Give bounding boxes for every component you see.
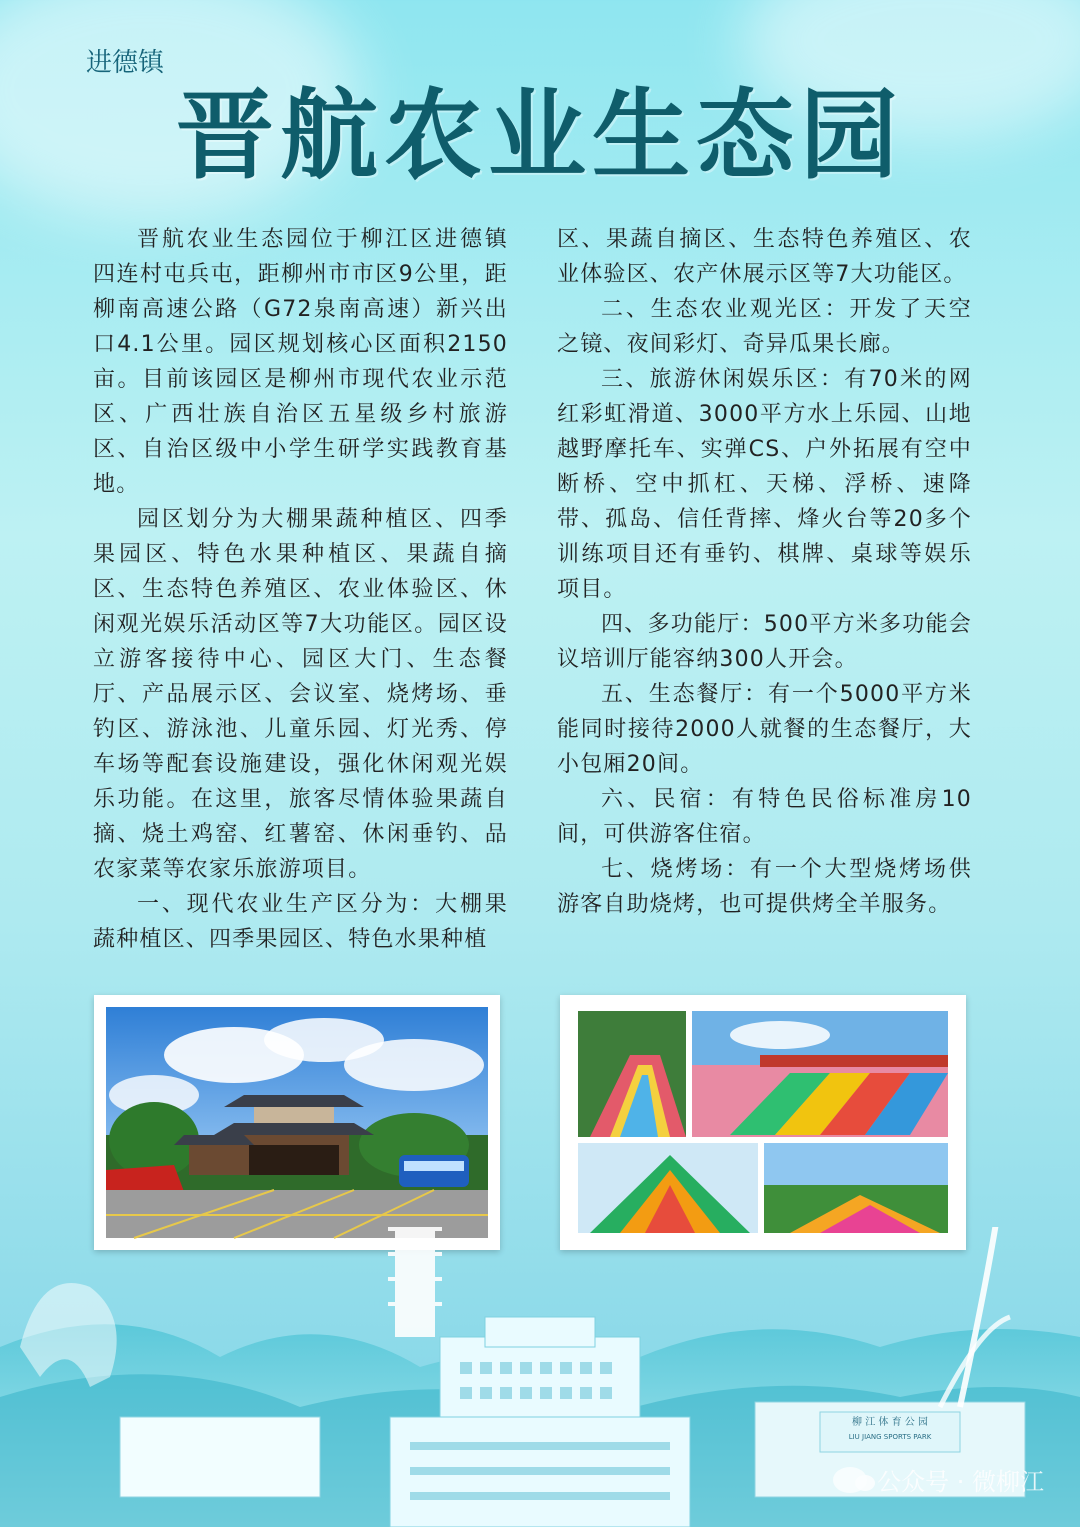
photo-park-gate — [94, 995, 500, 1250]
paragraph-item-6: 六、民宿：有特色民俗标准房10间，可供游客住宿。 — [557, 787, 972, 847]
paragraph-item-3: 三、旅游休闲娱乐区：有70米的网红彩虹滑道、3000平方水上乐园、山地越野摩托车、实弹CS、户外拓展有空中断桥、空中抓杠、天梯、浮桥、速降带、孤岛、信任背摔、烽火台等20多个训练项目还有垂钓、棋牌、桌球等娱乐项目。 — [557, 367, 972, 602]
paragraph-item-1: 一、现代农业生产区分为：大棚果蔬种植区、四季果园区、特色水果种植 — [93, 892, 508, 952]
paragraph-item-4: 四、多功能厅：500平方米多功能会议培训厅能容纳300人开会。 — [557, 612, 972, 672]
photo-rainbow-slides — [560, 995, 966, 1250]
paragraph-item-7: 七、烧烤场：有一个大型烧烤场供游客自助烧烤，也可提供烤全羊服务。 — [557, 857, 972, 917]
park-gate-image — [94, 995, 500, 1250]
watermark-text: 公众号 · 微柳江 — [877, 1468, 1044, 1496]
stadium-sign-en: LIU JIANG SPORTS PARK — [848, 1433, 932, 1441]
paragraph-item-5: 五、生态餐厅：有一个5000平方米能同时接待2000人就餐的生态餐厅，大小包厢20间。 — [557, 682, 972, 777]
watermark — [833, 1462, 1044, 1497]
paragraph-item-2: 二、生态农业观光区：开发了天空之镜、夜间彩灯、奇异瓜果长廊。 — [557, 297, 972, 357]
paragraph-zones: 园区划分为大棚果蔬种植区、四季果园区、特色水果种植区、果蔬自摘区、生态特色养殖区、农业体验区、休闲观光娱乐活动区等7大功能区。园区设立游客接待中心、园区大门、生态餐厅、产品展示区、会议室、烧烤场、垂钓区、游泳池、儿童乐园、灯光秀、停车场等配套设施建设，强化休闲观光娱乐功能。在这里，旅客尽情体验果蔬自摘、烧土鸡窑、红薯窑、休闲垂钓、品农家菜等农家乐旅游项目。 — [93, 507, 508, 882]
wechat-icon — [833, 1467, 867, 1493]
paragraph-intro: 晋航农业生态园位于柳江区进德镇四连村屯兵屯，距柳州市市区9公里，距柳南高速公路（G72泉南高速）新兴出口4.1公里。园区规划核心区面积2150亩。目前该园区是柳州市现代农业示范区、广西壮族自治区五星级乡村旅游区、自治区级中小学生研学实践教育基地。 — [93, 227, 508, 497]
right-text-column — [557, 222, 972, 922]
page-title: 晋航农业生态园 — [175, 78, 904, 193]
town-label: 进德镇 — [86, 48, 165, 78]
stadium-sign-cn: 柳 江 体 育 公 园 — [852, 1417, 928, 1428]
left-text-column — [93, 222, 508, 957]
rainbow-slides-image — [560, 995, 966, 1250]
paragraph-item-1-continuation: 区、果蔬自摘区、生态特色养殖区、农业体验区、农产休展示区等7大功能区。 — [557, 227, 972, 287]
